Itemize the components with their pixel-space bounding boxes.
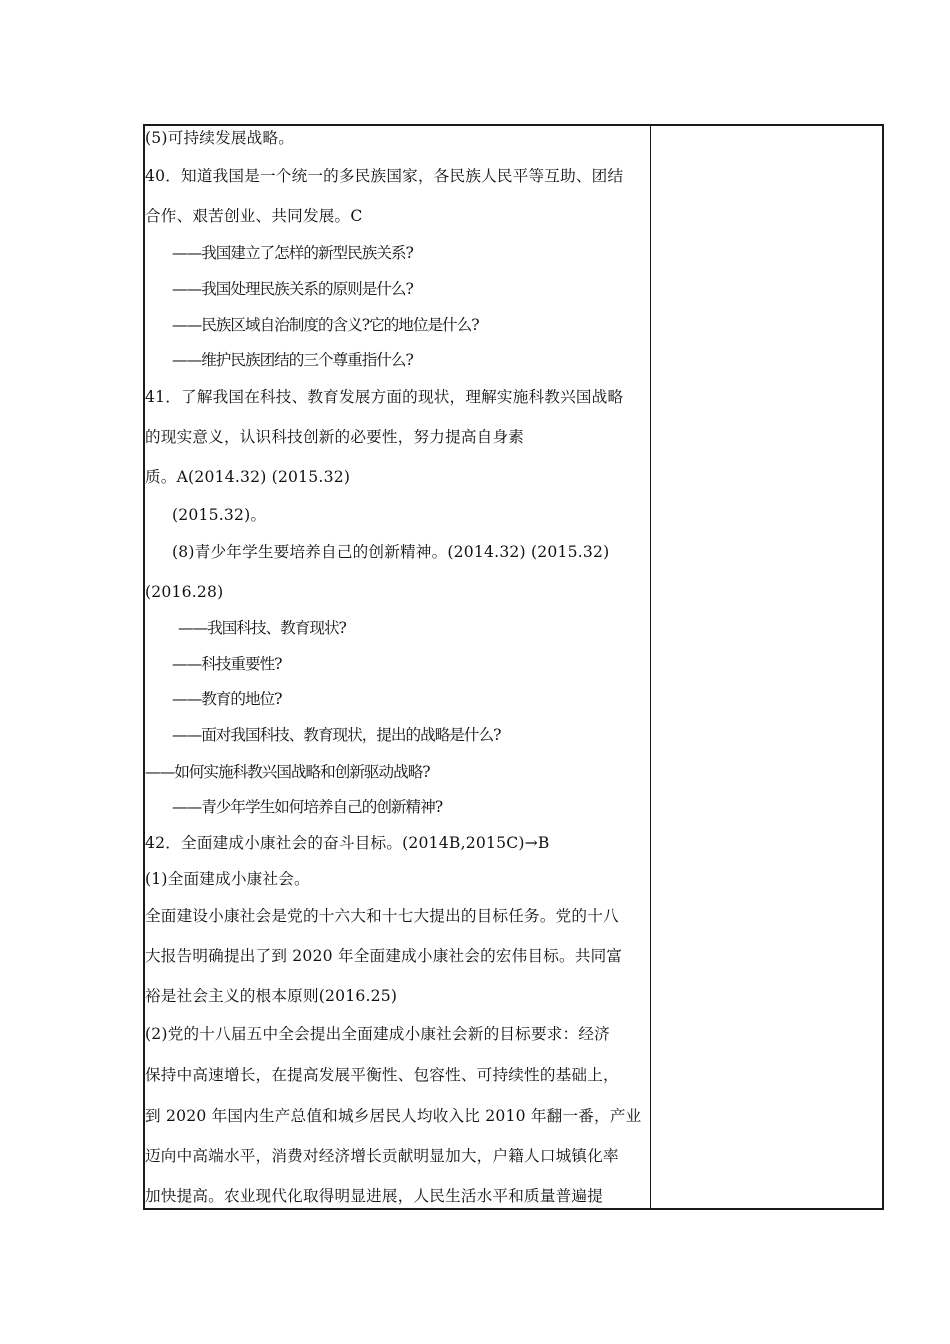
text-line: (8)青少年学生要培养自己的创新精神。(2014.32) (2015.32) — [172, 543, 610, 561]
text-line: 大报告明确提出了到 2020 年全面建成小康社会的宏伟目标。共同富 — [145, 947, 623, 965]
text-line: 的现实意义，认识科技创新的必要性，努力提高自身素 — [145, 428, 525, 446]
question-line: ——教育的地位? — [172, 690, 282, 708]
text-line: 到 2020 年国内生产总值和城乡居民人均收入比 2010 年翻一番，产业 — [145, 1107, 642, 1125]
text-line: (2)党的十八届五中全会提出全面建成小康社会新的目标要求：经济 — [145, 1025, 610, 1043]
question-line: ——民族区域自治制度的含义?它的地位是什么? — [172, 316, 479, 334]
text-line: (1)全面建成小康社会。 — [145, 870, 310, 888]
text-line: 迈向中高端水平，消费对经济增长贡献明显加大，户籍人口城镇化率 — [145, 1147, 619, 1165]
text-line: 40．知道我国是一个统一的多民族国家，各民族人民平等互助、团结 — [145, 167, 624, 185]
text-line: (2015.32)。 — [172, 506, 267, 524]
text-line: 加快提高。农业现代化取得明显进展，人民生活水平和质量普遍提 — [145, 1187, 604, 1205]
question-line: ——我国处理民族关系的原则是什么? — [172, 280, 413, 298]
text-line: 42．全面建成小康社会的奋斗目标。(2014B,2015C)→B — [145, 834, 550, 852]
question-line: ——维护民族团结的三个尊重指什么? — [172, 351, 413, 369]
text-line: (2016.28) — [145, 583, 224, 601]
question-line: ——科技重要性? — [172, 655, 282, 673]
question-line: ——如何实施科教兴国战略和创新驱动战略? — [145, 763, 430, 781]
right-empty-cell — [651, 126, 882, 1208]
question-line: ——我国建立了怎样的新型民族关系? — [172, 244, 413, 262]
question-line: ——青少年学生如何培养自己的创新精神? — [172, 798, 443, 816]
text-line: 质。A(2014.32) (2015.32) — [145, 468, 351, 486]
text-line: 裕是社会主义的根本原则(2016.25) — [145, 987, 398, 1005]
text-line: (5)可持续发展战略。 — [145, 129, 295, 147]
question-line: ——面对我国科技、教育现状，提出的战略是什么? — [172, 726, 501, 744]
text-line: 合作、艰苦创业、共同发展。C — [145, 207, 363, 225]
question-line: ——我国科技、教育现状? — [178, 619, 346, 637]
text-line: 保持中高速增长，在提高发展平衡性、包容性、可持续性的基础上， — [145, 1066, 619, 1084]
text-line: 全面建设小康社会是党的十六大和十七大提出的目标任务。党的十八 — [145, 907, 619, 925]
text-line: 41．了解我国在科技、教育发展方面的现状，理解实施科教兴国战略 — [145, 388, 624, 406]
